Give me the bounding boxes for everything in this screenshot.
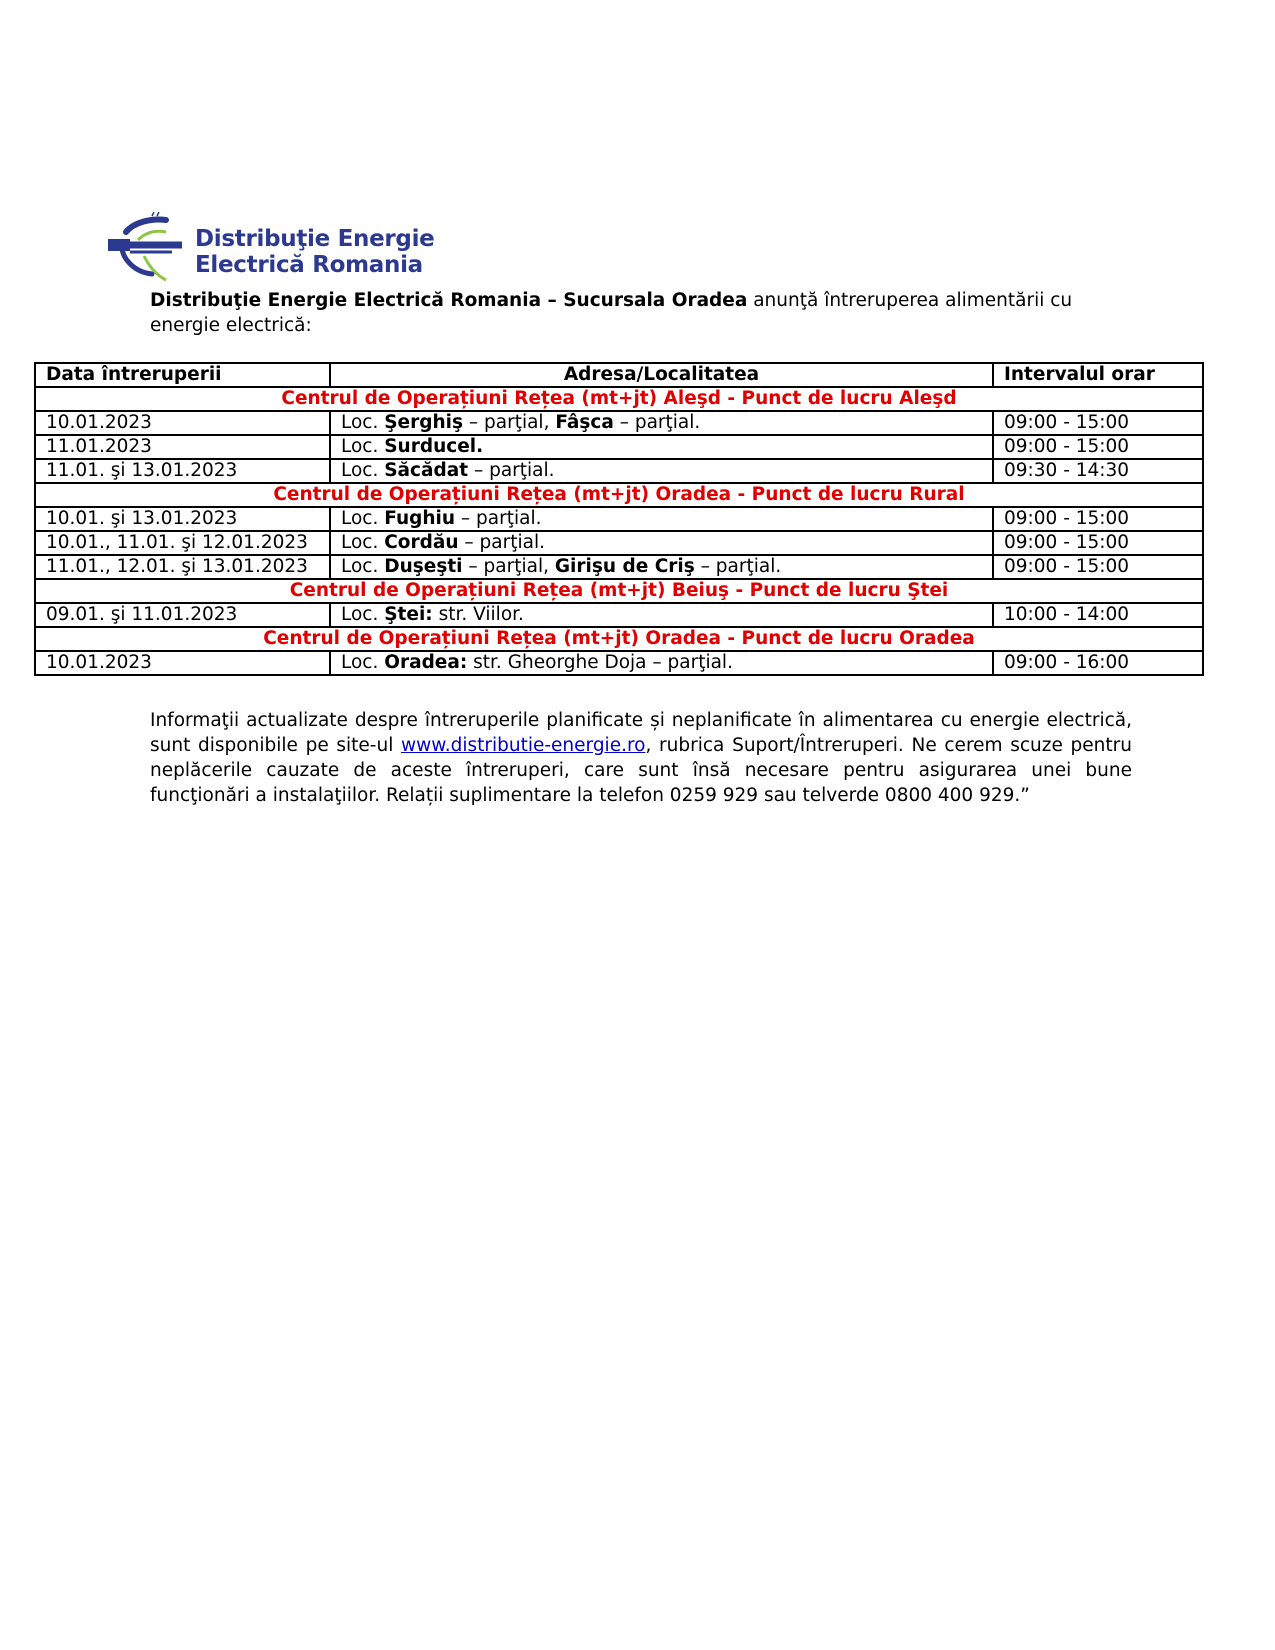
loc-prefix: Loc. <box>341 604 385 625</box>
table-row <box>35 411 1203 435</box>
locality-name: Girişu de Criş <box>554 556 695 577</box>
date-cell: 10.01.2023 <box>35 651 330 675</box>
locality-name: Fâşca <box>555 412 614 433</box>
table-row <box>35 603 1203 627</box>
loc-prefix: Loc. <box>341 460 385 481</box>
locality-name: Şerghiş <box>384 412 463 433</box>
locality-detail: – parţial. <box>468 460 555 481</box>
table-body <box>35 387 1203 675</box>
logo-line-2: Electrică Romania <box>195 252 423 278</box>
header-address: Adresa/Localitatea <box>330 363 993 387</box>
locality-detail: – parţial. <box>458 532 545 553</box>
table-row <box>35 459 1203 483</box>
locality-detail: – parţial. <box>455 508 542 529</box>
locality-name: Săcădat <box>384 460 469 481</box>
locality-name: Cordău <box>384 532 459 553</box>
intro-dash: – <box>541 290 564 311</box>
locality-detail: str. Viilor. <box>432 604 524 625</box>
locality-name: Duşeşti <box>384 556 463 577</box>
table-row <box>35 507 1203 531</box>
group-header-row <box>35 387 1203 411</box>
group-title: Centrul de Operațiuni Rețea (mt+jt) Oradea - Punct de lucru Rural <box>35 483 1203 507</box>
locality-name: Surducel. <box>384 436 484 457</box>
loc-prefix: Loc. <box>341 412 385 433</box>
group-title: Centrul de Operațiuni Rețea (mt+jt) Oradea - Punct de lucru Oradea <box>35 627 1203 651</box>
interval-cell: 09:00 - 15:00 <box>993 555 1203 579</box>
group-header-row <box>35 627 1203 651</box>
header-date: Data întreruperii <box>35 363 330 387</box>
info-paragraph <box>150 708 1132 808</box>
company-name: Distribuţie Energie Electrică Romania <box>150 290 542 311</box>
date-cell: 09.01. şi 11.01.2023 <box>35 603 330 627</box>
address-cell <box>330 531 993 555</box>
group-title: Centrul de Operațiuni Rețea (mt+jt) Aleşd - Punct de lucru Aleşd <box>35 387 1203 411</box>
locality-detail: str. Gheorghe Doja – parţial. <box>467 652 733 673</box>
loc-prefix: Loc. <box>341 508 385 529</box>
loc-prefix: Loc. <box>341 532 385 553</box>
table-row <box>35 555 1203 579</box>
table-row <box>35 435 1203 459</box>
interval-cell: 09:00 - 15:00 <box>993 507 1203 531</box>
locality-name: Fughiu <box>384 508 456 529</box>
locality-detail: – parţial, <box>463 412 556 433</box>
locality-name: Oradea: <box>384 652 468 673</box>
info-text-2: , rubrica Suport/Întreruperi. Ne cerem scuze pentru neplăcerile cauzate de aceste întreruperi, care sunt însă necesare pentru asigurarea unei bune funcţionări a instalaţiilor. Relații suplimentare la telefon 0259 929 sau telverde 0800 400 929.” <box>150 735 1132 806</box>
group-header-row <box>35 483 1203 507</box>
date-cell: 10.01. şi 13.01.2023 <box>35 507 330 531</box>
interval-cell: 09:00 - 15:00 <box>993 531 1203 555</box>
date-cell: 10.01.2023 <box>35 411 330 435</box>
date-cell: 10.01., 11.01. şi 12.01.2023 <box>35 531 330 555</box>
loc-prefix: Loc. <box>341 652 385 673</box>
logo-line-1: Distribuţie Energie <box>195 226 435 252</box>
date-cell: 11.01., 12.01. şi 13.01.2023 <box>35 555 330 579</box>
address-cell <box>330 435 993 459</box>
address-cell <box>330 507 993 531</box>
outage-table <box>34 362 1204 676</box>
locality-detail: – parţial. <box>694 556 782 577</box>
date-cell: 11.01. şi 13.01.2023 <box>35 459 330 483</box>
group-title: Centrul de Operațiuni Rețea (mt+jt) Beiuş - Punct de lucru Ştei <box>35 579 1203 603</box>
address-cell <box>330 651 993 675</box>
address-cell <box>330 555 993 579</box>
interval-cell: 09:00 - 16:00 <box>993 651 1203 675</box>
locality-detail: – parţial, <box>462 556 555 577</box>
table-row <box>35 531 1203 555</box>
interval-cell: 09:30 - 14:30 <box>993 459 1203 483</box>
locality-detail: – parţial. <box>613 412 701 433</box>
locality-name: Ştei: <box>384 604 433 625</box>
address-cell <box>330 603 993 627</box>
address-cell <box>330 459 993 483</box>
loc-prefix: Loc. <box>341 436 385 457</box>
branch-name: Sucursala Oradea <box>563 290 748 311</box>
group-header-row <box>35 579 1203 603</box>
loc-prefix: Loc. <box>341 556 385 577</box>
address-cell <box>330 411 993 435</box>
company-logo <box>108 212 438 288</box>
table-header-row <box>35 363 1203 387</box>
date-cell: 11.01.2023 <box>35 435 330 459</box>
info-text-1: Informaţii actualizate despre întreruperile planificate și neplanificate în alimentarea cu energie electrică, sunt disponibile pe site-ul <box>150 710 1132 756</box>
interval-cell: 10:00 - 14:00 <box>993 603 1203 627</box>
intro-text: anunţă întreruperea alimentării cu energie electrică: <box>150 290 1073 336</box>
intro-paragraph <box>150 288 1100 338</box>
website-link[interactable]: www.distributie-energie.ro <box>401 735 646 756</box>
power-plug-logo-icon <box>108 212 194 288</box>
interval-cell: 09:00 - 15:00 <box>993 411 1203 435</box>
interval-cell: 09:00 - 15:00 <box>993 435 1203 459</box>
logo-wordmark <box>195 226 434 278</box>
table-row <box>35 651 1203 675</box>
header-interval: Intervalul orar <box>993 363 1203 387</box>
